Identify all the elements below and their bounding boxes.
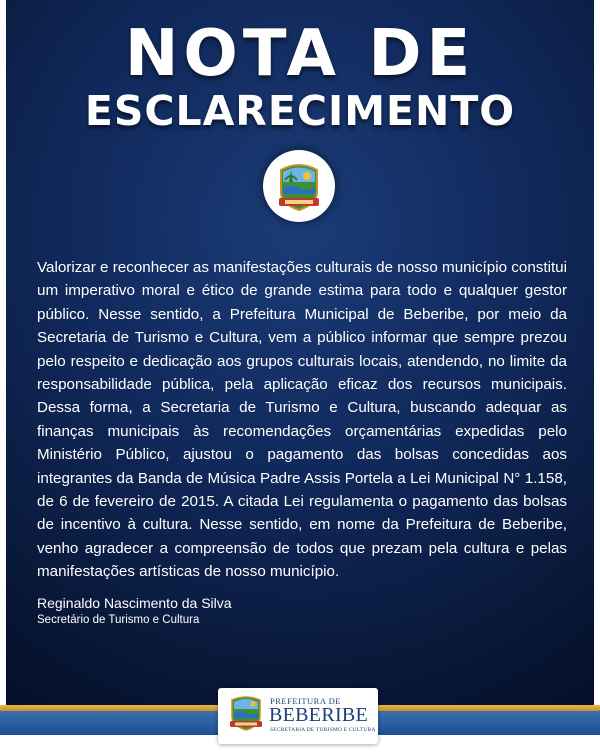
- logo-secretaria-text: SECRETARIA DE TURISMO E CULTURA: [270, 727, 376, 733]
- municipal-seal: [263, 150, 335, 222]
- title-line-1: NOTA DE: [124, 17, 476, 91]
- municipal-coat-of-arms-icon: [271, 158, 327, 214]
- logo-prefeitura-text: PREFEITURA DE: [270, 696, 341, 706]
- statement-paragraph: Valorizar e reconhecer as manifestações culturais de nosso município constitui um imperativo moral e ético de grande estima para todo e qualquer gestor público. Nesse sentido, a Prefeitura Municipal de Beberibe, por meio da Secretaria de Turismo e Cultura, vem a público informar que sempre prezou pelo respeito e dedicação aos grupos culturais locais, atendendo, no limite da responsabilidade pública, pela aplicação eficaz dos recursos municipais. Dessa forma, a Secretaria de Turismo e Cultura, buscando adequar as finanças municipais às recomendações orçamentárias expedidas pelo Ministério Público, ajustou o pagamento das bolsas concedidas aos integrantes da Banda de Música Padre Assis Portela a Lei Municipal N° 1.158, de 6 de fevereiro de 2015. A citada Lei regulamenta o pagamento das bolsas de incentivo à cultura. Nesse sentido, em nome da Prefeitura de Beberibe, venho agradecer a compreensão de todos que prezam pela cultura e pelas manifestações artísticas de nosso município.: [37, 259, 567, 581]
- logo-city-name: BEBERIBE: [269, 704, 369, 726]
- signatory-role: Secretário de Turismo e Cultura: [37, 614, 200, 626]
- beberibe-emblem-icon: [228, 694, 264, 732]
- signatory-name: Reginaldo Nascimento da Silva: [37, 595, 232, 611]
- prefeitura-logo: [218, 688, 378, 744]
- title-line-2: ESCLARECIMENTO: [84, 87, 516, 135]
